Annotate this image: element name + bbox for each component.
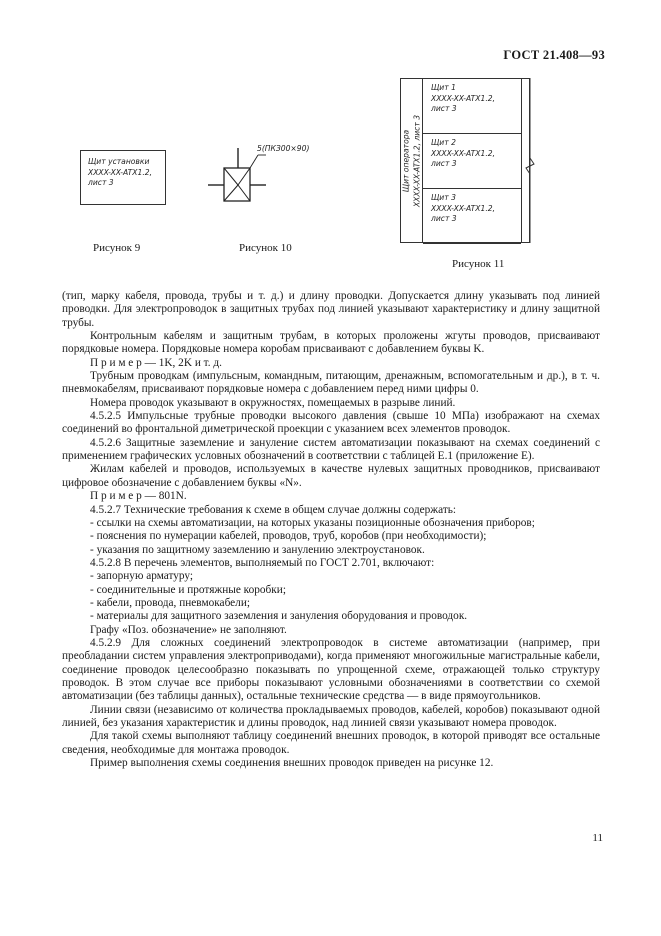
figure-11-cell-line: XXXX-XX-ATX1.2,: [431, 148, 495, 158]
figure-11-cell-1: [423, 79, 521, 134]
list-item: - соединительные и протяжные коробки;: [90, 583, 286, 596]
paragraph: Трубным проводкам (импульсным, командным, питающим, дренажным, вспомогательным и др.), в т. ч. пневмокабелям, присваивают порядковые номера с добавлением перед ними цифры 0.: [62, 370, 600, 396]
figure-11-cell-line: Щит 1: [431, 83, 456, 92]
figure-9-caption: Рисунок 9: [93, 242, 141, 254]
example-paragraph: П р и м е р — 801N.: [90, 490, 187, 503]
figure-11-vertical-column: [401, 79, 423, 242]
figure-11-cell-line: XXXX-XX-ATX1.2,: [431, 93, 495, 103]
figure-11-vertical-text: [401, 115, 422, 207]
example-paragraph: П р и м е р — 1K, 2K и т. д.: [90, 356, 222, 369]
figure-10-caption: Рисунок 10: [239, 242, 292, 254]
figure-11-cell-line: XXXX-XX-ATX1.2,: [431, 203, 495, 213]
list-item: - ссылки на схемы автоматизации, на которых указаны позиционные обозначения приборов;: [90, 516, 535, 529]
figure-11-vertical-line-2: XXXX-XX-ATX1.2, лист 3: [412, 114, 421, 208]
figure-9-line-1: Щит установки: [88, 157, 150, 166]
paragraph: Номера проводок указывают в окружностях, помещаемых в разрыве линий.: [90, 396, 456, 409]
paragraph: Жилам кабелей и проводов, используемых в качестве нулевых защитных проводников, присваивают цифровое обозначение с добавлением буквы «N».: [62, 463, 600, 489]
figure-11-cell-3: [423, 189, 521, 244]
paragraph: Линии связи (независимо от количества прокладываемых проводов, кабелей, коробов) показывают одной линией, без указания характеристик и длины проводок, над линией связи указывают номера проводок.: [62, 703, 600, 729]
figure-11-cell-line: лист 3: [431, 159, 457, 169]
figure-11-cell-line: Щит 2: [431, 138, 456, 147]
clause-4-5-2-9: 4.5.2.9 Для сложных соединений электропроводок в системе автоматизации (например, при преобладании систем управления электроприводами), когда применяют многожильные магистральные кабели, соединение проводок целесообразно показывать по упрощенной схеме, отражающей только структуру проводок. В этом случае все приборы показывают условными обозначениями в соответствии со схемой автоматизации (без таблицы данных), остальные технические средства — в виде прямоугольников.: [62, 636, 600, 703]
page-number: 11: [592, 832, 603, 844]
figure-10-label: 5(ПКЗ00×90): [257, 144, 310, 153]
clause-4-5-2-7: 4.5.2.7 Технические требования к схеме в общем случае должны содержать:: [90, 503, 457, 516]
clause-4-5-2-6: 4.5.2.6 Защитные заземление и зануление систем автоматизации показывают на схемах соединений с применением графических условных обозначений в соответствии с таблицей E.1 (приложение E).: [62, 436, 600, 463]
paragraph: Пример выполнения схемы соединения внешних проводок приведен на рисунке 12.: [90, 757, 494, 770]
document-header: ГОСТ 21.408—93: [503, 48, 605, 62]
figure-11-cell-line: Щит 3: [431, 193, 456, 202]
figure-11-table: [400, 78, 530, 243]
figure-9-box: [80, 150, 166, 205]
paragraph: Для такой схемы выполняют таблицу соединений внешних проводок, в которой приводят все остальные сведения, необходимые для монтажа проводок.: [62, 730, 600, 756]
clause-4-5-2-8: 4.5.2.8 В перечень элементов, выполняемый по ГОСТ 2.701, включают:: [90, 556, 435, 569]
figure-9-line-3: лист 3: [88, 178, 114, 188]
figure-11-break-line: [520, 78, 542, 244]
clause-4-5-2-5: 4.5.2.5 Импульсные трубные проводки высокого давления (свыше 10 МПа) изображают на схемах соединений во фронтальной диметрической проекции с указанием всех элементов проводок.: [62, 410, 600, 436]
figure-11-cell-line: лист 3: [431, 214, 457, 224]
figure-11-vertical-line-1: Щит оператора: [401, 129, 411, 193]
list-item: - кабели, провода, пневмокабели;: [90, 596, 251, 609]
list-item: - запорную арматуру;: [90, 570, 194, 583]
figure-11-caption: Рисунок 11: [452, 258, 505, 270]
figure-11-cell-2: [423, 134, 521, 189]
list-item: - пояснения по нумерации кабелей, проводов, труб, коробов (при необходимости);: [90, 530, 487, 543]
list-item: - материалы для защитного заземления и зануления оборудования и проводок.: [90, 610, 468, 623]
figure-9-line-2: XXXX-XX-ATX1.2,: [88, 167, 152, 177]
paragraph: (тип, марку кабеля, провода, трубы и т. д.) и длину проводки. Допускается длину указывать под линией проводки. Для электропроводок в защитных трубах под линией указывают характеристику и длину защитной трубы.: [62, 290, 600, 329]
paragraph: Контрольным кабелям и защитным трубам, в которых проложены жгуты проводов, присваивают порядковые номера. Порядковые номера коробам присваивают с добавлением буквы K.: [62, 330, 600, 356]
body-text: [62, 290, 600, 770]
list-item: - указания по защитному заземлению и занулению электроустановок.: [90, 543, 425, 556]
paragraph: Графу «Поз. обозначение» не заполняют.: [90, 623, 287, 636]
figure-11-cell-line: лист 3: [431, 104, 457, 114]
